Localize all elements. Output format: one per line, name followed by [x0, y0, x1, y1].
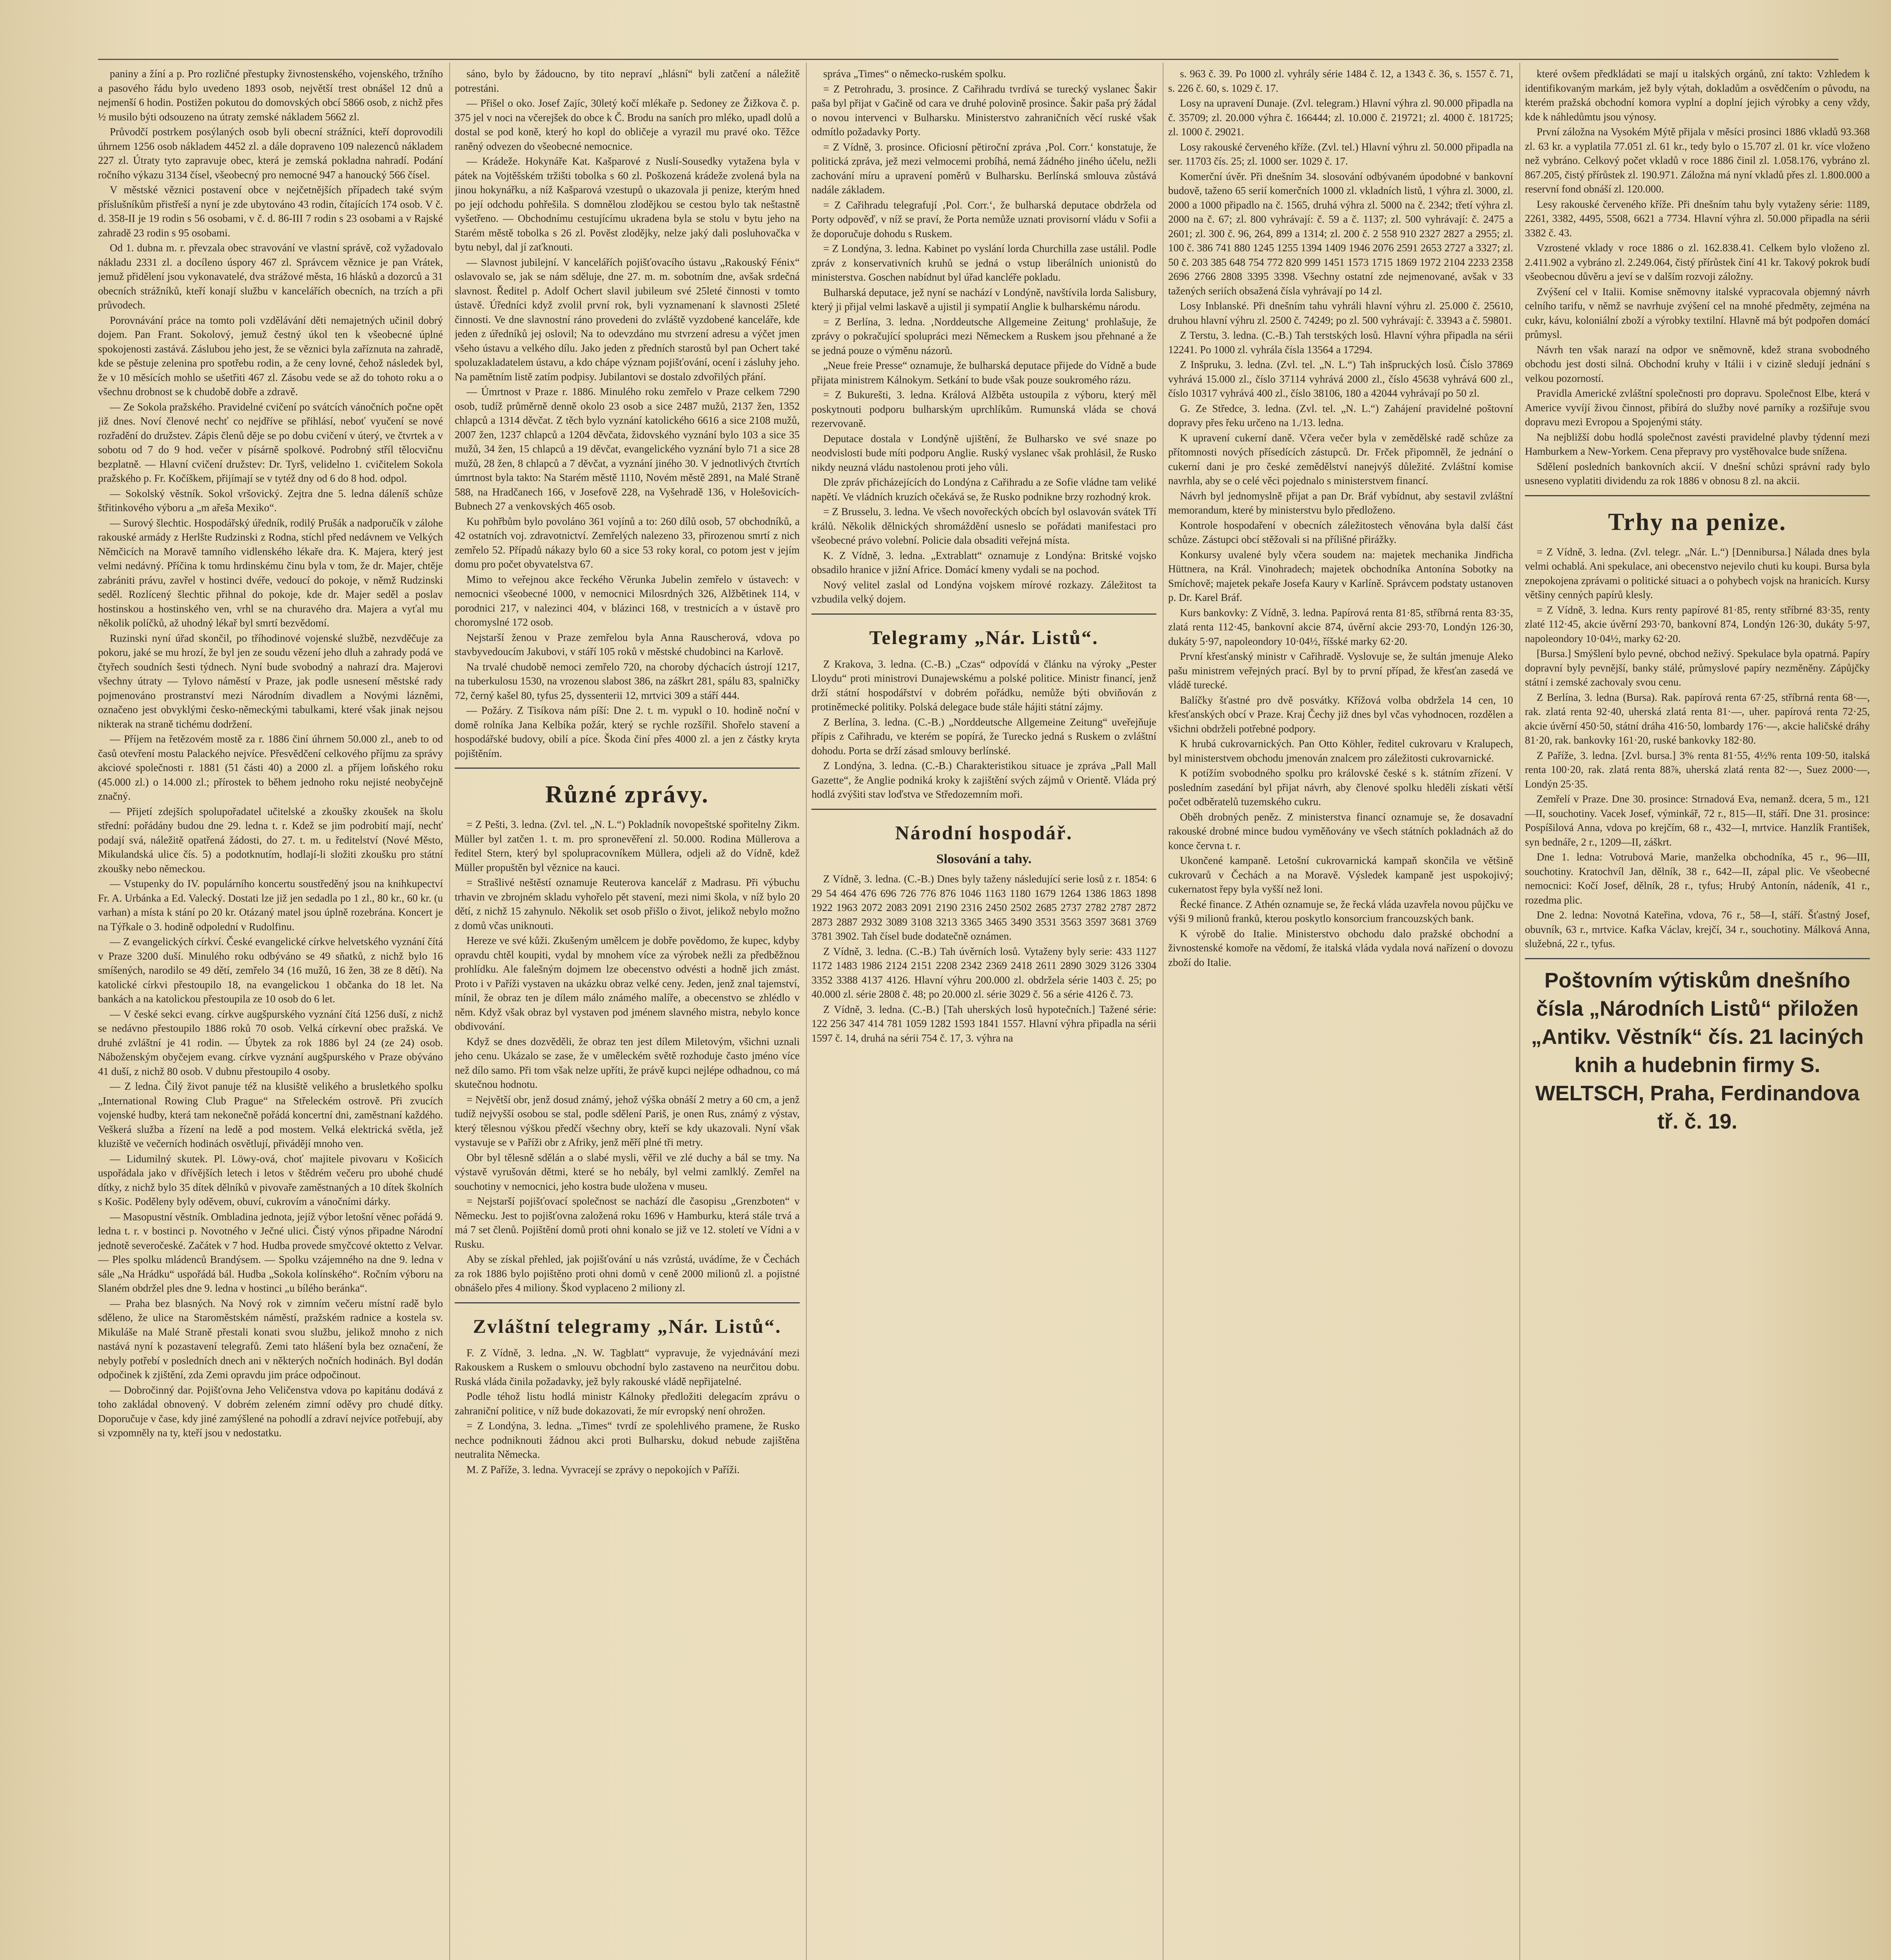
article-paragraph: Zemřelí v Praze. Dne 30. prosince: Strnadová Eva, nemanž. dcera, 5 m., 121—II, souchotiny. Vacek Josef, výminkář, 72 r., 815—II, stáří. Dne 31. prosince: Pospíšilová Anna, vdova po krejčím, 68 r., 432—I, mrtvice. Hanzlík František, syn bednáře, 2 r., 1209—II, záškrt.	[1525, 793, 1870, 848]
section-title-telegramy: Telegramy „Nár. Listů“.	[869, 626, 1099, 648]
section-rule	[811, 809, 1156, 810]
article-paragraph: K hrubá cukrovarnických. Pan Otto Köhler, ředitel cukrovaru v Kralupech, byl ministerstvem obchodu jmenován znalcem pro záležitosti cukrovarnické.	[1168, 738, 1513, 764]
article-paragraph: Dne 2. ledna: Novotná Kateřina, vdova, 76 r., 58—I, stáří. Šťastný Josef, obuvník, 63 r., mrtvice. Kafka Václav, krejčí, 34 r., souchotiny. Málková Anna, služebná, 22 r., tyfus.	[1525, 909, 1870, 949]
col4-body	[1168, 67, 1513, 969]
article-paragraph: = Z Londýna, 3. ledna. „Times“ tvrdí ze spolehlivého pramene, že Rusko nechce podniknouti žádnou akci proti Bulharsku, dokud nebude zajištěna neutralita Německa.	[455, 1420, 800, 1460]
top-rule	[98, 59, 1838, 60]
article-paragraph: Ukončené kampaně. Letošní cukrovarnická kampaň skončila ve většině cukrovarů v Čechách a na Moravě. Výsledek kampaně jest uspokojivý; cukernatost řepy byla vyšší než loni.	[1168, 855, 1513, 895]
column-1	[98, 67, 443, 1960]
article-paragraph: paniny a žíní a p. Pro rozličné přestupky živnostenského, vojenského, tržního a pasového řádu bylo uvedeno 1893 osob, největší trest obnášel 12 dnů a nejmenší 6 hodin. Postižen pokutou do domovských obcí 5866 osob, z nichž přes ½ musilo býti odsouzeno na útraty zemské nákladem 5662 zl.	[98, 68, 443, 123]
article-paragraph: Nejstarší ženou v Praze zemřelou byla Anna Rauscherová, vdova po stavbyvedoucím Jakubovi, v stáří 105 roků v městské chudobinci na Karlově.	[455, 631, 800, 657]
col3-body	[811, 67, 1156, 606]
article-paragraph: — Požáry. Z Tisíkova nám píší: Dne 2. t. m. vypukl o 10. hodině noční v domě rolníka Jana Kelbíka požár, který se rychle rozšířil. Shořelo stavení a hospodářské budovy, obilí a píce. Škoda činí přes 4000 zl. a jen z částky kryta pojištěním.	[455, 704, 800, 759]
article-paragraph: — Příjem na řetězovém mostě za r. 1886 činí úhrnem 50.000 zl., aneb to od časů otevření mostu Palackého nejvíce. Přesvědčení celkového příjmu za správy akciové společnosti r. 1881 (51 části 40) a 2000 zl. a příjem loňského roku (45.000 zl.) o 14.000 zl.; přírostek to během jednoho roku nejisté neobyčejně značný.	[98, 733, 443, 802]
article-paragraph: = Z Londýna, 3. ledna. Kabinet po vyslání lorda Churchilla zase ustálil. Podle zpráv z konservativních kruhů se jedná o vstup liberálních unionistů do ministerstva. Goschen nabídnut byl úřad kancléře pokladu.	[811, 243, 1156, 283]
article-paragraph: — Lidumilný skutek. Pl. Löwy-ová, choť majitele pivovaru v Košicích uspořádala jako v dřívějších letech i letos v štědrém večeru pro ubohé chudé dítky, z nichž bylo 35 dítek dělníků v pivovaře zaměstnaných a 10 dítek školních s Košic. Poděleny byly oděvem, obuví, cukrovím a vánočními dárky.	[98, 1152, 443, 1207]
article-paragraph: Oběh drobných peněz. Z ministerstva financí oznamuje se, že dosavadní rakouské drobné mince budou vyměňovány ve všech státních pokladnách až do konce června t. r.	[1168, 811, 1513, 851]
section-rule	[1525, 958, 1870, 959]
article-paragraph: První záložna na Vysokém Mýtě přijala v měsíci prosinci 1886 vkladů 93.368 zl. 63 kr. a vyplatila 77.051 zl. 61 kr., tedy bylo o 15.707 zl. 01 kr. více vloženo než vybráno. Celkový počet vkladů v roce 1886 činil zl. 1.058.176, vybráno zl. 867.205, čistý přírůstek zl. 190.971. Záložna má nyní vkladů přes zl. 1.800.000 a reservní fond obnáší zl. 120.000.	[1525, 126, 1870, 195]
column-4	[1168, 67, 1513, 1960]
article-paragraph: — Vstupenky do IV. populárního koncertu soustředěný jsou na knihkupectví Fr. A. Urbánka a Ed. Valecký. Dostati lze již jen sedadla po 1 zl., 80 kr., 60 kr. (u varhan) a místa k stání po 20 kr. Otázaný matel jsou úplně rozebrána. Koncert je na Týřkale o 3. hodině odpolední v Rudolfinu.	[98, 878, 443, 933]
col3c-body	[811, 872, 1156, 1045]
article-paragraph: — Z ledna. Čilý život panuje též na klusiště velikého a brusletkého spolku „International Rowing Club Prague“ na Střeleckém ostrově. Při zvucích vojenské hudby, která tam nekonečně pořádá koncertní dni, zaměstnaní každého. Veškerá služba a řízení na ledě a pod mostem. Velká elektrická světla, jež kluziště ve večerních hodinách osvětlují, přivádějí mnoho ven.	[98, 1080, 443, 1149]
article-paragraph: — Přišel o oko. Josef Zajíc, 30letý kočí mlékaře p. Sedoney ze Žižkova č. p. 375 jel v noci na včerejšek do obce k Č. Brodu na saních pro mléko, upadl dolů a dostal se pod koně, který ho kopl do obličeje a vyrazil mu pravé oko. Těžce raněný odvezen do všeobecné nemocnice.	[455, 97, 800, 152]
article-paragraph: — V české sekci evang. církve augšpurského vyznání čítá 1256 duší, z nichž se nedávno přestoupilo 1886 roků 70 osob. Velká církevní obec pražská. Ve druhé zvláštní je 41 rodin. — Úbytek za rok 1886 byl 24 (ze 24) osob. Náboženským obyčejem evang. církve vyznání augšpurského v Praze obýváno 41 duší, z nichž 80 osob. V dubnu přestoupilo 4 osoby.	[98, 1008, 443, 1077]
article-paragraph: sáno, bylo by žádoucno, by tito nepraví „hlásní“ byli zatčení a náležitě potrestáni.	[455, 68, 800, 94]
col3b-body	[811, 657, 1156, 802]
article-paragraph: Sdělení posledních bankovních akcií. V dnešní schůzi správní rady bylo usneseno vyplatiti dividendu za rok 1886 v obnosu 8 zl. na akcii.	[1525, 460, 1870, 486]
article-paragraph: Deputace dostala v Londýně ujištění, že Bulharsko ve své snaze po neodvislosti bude míti podporu Anglie. Ruský vyslanec však prohlásil, že Rusko nikdy neuzná vládu nastolenou proti jeho vůli.	[811, 432, 1156, 473]
article-paragraph: Z Krakova, 3. ledna. (C.-B.) „Czas“ odpovídá v článku na výroky „Pester Lloydu“ proti ministrovi Dunajewskému a polské politice. Ministr financí, jenž drží státní hospodářství v dobrém pořádku, nemůže býti obviňován z protiněmecké politiky. Polská delegace bude stále hájiti státní zájmy.	[811, 658, 1156, 713]
section-title-zvlastni-telegramy: Zvláštní telegramy „Nár. Listů“.	[473, 1315, 782, 1337]
col5b-body	[1525, 545, 1870, 951]
article-paragraph: = Z Bukurešti, 3. ledna. Králová Alžběta ustoupila z výboru, který měl poskytnouti podporu bulharským uprchlíkům. Rumunská vláda se chová rezervovaně.	[811, 389, 1156, 429]
postal-notice: Poštovním výtiskům dnešního čísla „Národních Listů“ přiložen „Antikv. Věstník“ čís. 21 laciných knih a hudebnin firmy S. WELTSCH, Praha, Ferdinandova tř. č. 19.	[1531, 968, 1864, 1133]
col5-body	[1525, 67, 1870, 488]
article-paragraph: K výrobě do Italie. Ministerstvo obchodu dalo pražské obchodní a živnostenské komoře na vědomí, že italská vláda vydala nová nařízení o dovozu zboží do Italie.	[1168, 927, 1513, 968]
article-paragraph: F. Z Vídně, 3. ledna. „N. W. Tagblatt“ vypravuje, že vyjednávání mezi Rakouskem a Ruskem o smlouvu obchodní bylo zastaveno na neurčitou dobu. Ruská vláda činila požadavky, jež byly rakouské vládě nepřijatelné.	[455, 1347, 800, 1387]
article-paragraph: Návrh byl jednomyslně přijat a pan Dr. Bráf vybídnut, aby sestavil zvláštní memorandum, které by ministerstvu bylo předloženo.	[1168, 490, 1513, 516]
article-paragraph: = Z Vídně, 3. ledna. Kurs renty papírové 81·85, renty stříbrné 83·35, renty zlaté 112·45, akcie úvěrní 293·70, bankovní 874, Londýn 126·30, dukáty 5·97, napoleondory 10·04½, marky 62·20.	[1525, 604, 1870, 644]
article-paragraph: = Z Cařihradu telegrafují ‚Pol. Corr.‘, že bulharská deputace obdržela od Porty odpověď, v níž se praví, že Porta nemůže uznati provisorní vládu v Sofii a že doporučuje dohodu s Ruskem.	[811, 199, 1156, 240]
article-paragraph: Řecké finance. Z Athén oznamuje se, že řecká vláda uzavřela novou půjčku ve výši 9 milionů franků, kterou poskytlo konsorcium francouzských bank.	[1168, 898, 1513, 924]
section-title-ruzne-zpravy: Různé zprávy.	[545, 781, 709, 808]
article-paragraph: — Surový šlechtic. Hospodářský úředník, rodilý Prušák a nadporučík v zálohe rakouské armády z Herlšte Rudzinski z Rodna, stíchl před nedávnem ve Velkých Němčicích na Moravě tamního vidlenského lékaře dra. K. Majera, který jest velmi nedávný. Příčina k tomu hrdinskému činu byla v tom, že dr. Majer, chtěje zabrániti právu, zavřel v hostinci dvéře, vedoucí do pokoje, v němž Rudzinski seděl. Rozlícený šlechtic přihnal do pokoje, kde dr. Majer seděl a poslav hostinskou a hostinského ven, vrhl se na churavého dra. Majera a vyťal mu několik políčků, až uhodný lékař byl smrtí bezvědomí.	[98, 517, 443, 629]
section-title-narodni-hospodar: Národní hospodář.	[895, 821, 1073, 844]
section-rule	[1525, 495, 1870, 496]
article-paragraph: Na trvalé chudobě nemoci zemřelo 720, na choroby dýchacích ústrojí 1217, na tuberkulosu 1530, na vrozenou slabost 386, na záškrt 281, spálu 83, spalničky 72, černý kašel 80, tyfus 25, dyssenterii 12, mrtvici 309 a stáří 444.	[455, 661, 800, 701]
article-paragraph: První křesťanský ministr v Cařihradě. Vyslovuje se, že sultán jmenuje Aleko pašu ministrem veřejných prací. Byl by to první případ, že křesťan zasedá ve vládě turecké.	[1168, 650, 1513, 691]
article-paragraph: Ruzinski nyní úřad skončil, po tříhodinové vojenské službě, nezvděčuje za pokoru, jaké se mu hrozí, že byl jen ze soudu vězení jeho dluh a zahrady podá ve čtyřech soudních šesti týdnech. Nyní bude svobodný a nahrazí dra. Majerovi všechny útraty — Tylovo náměstí v Praze, jak podle usnesení městské rady pojmenováno prostranství mezi Národním divadlem a Novými lázněmi, označeno jest obvyklými česko-německými tabulkami, které však jinak nejsou nikterak na straně tichému dodržení.	[98, 632, 443, 730]
column-divider	[449, 63, 450, 1960]
article-paragraph: Hereze ve své kůži. Zkušeným umělcem je dobře povědomo, že kupec, kdyby opravdu chtěl koupiti, vydal by mnohem více za výrobek nežli za předběžnou prohlídku. Ale falešným dojmem lze obecenstvo odvésti a hodně jich zmást. Proto i v Paříži vystaven na ukázku obraz velké ceny. Jeden, jenž znal tajemství, mínil, že obraz ten je dílem málo známého malíře, a obecenstvo se zhlédlo v něm. Když však obraz byl vystaven pod jménem slavného mistra, nebylo konce obdivování.	[455, 935, 800, 1032]
article-paragraph: Losy na upravení Dunaje. (Zvl. telegram.) Hlavní výhra zl. 90.000 připadla na č. 35709; zl. 20.000 výhra č. 166444; zl. 10.000 č. 219721; zl. 4000 č. 181725; zl. 1000 č. 29021.	[1168, 97, 1513, 138]
article-paragraph: Na nejbližší dobu hodlá společnost zavésti pravidelné plavby týdenní mezi Hamburkem a New-Yorkem. Cena přepravy pro vystěhovalce bude snížena.	[1525, 431, 1870, 457]
column-5	[1525, 67, 1870, 1960]
article-paragraph: = Strašlivé neštěstí oznamuje Reuterova kancelář z Madrasu. Při výbuchu trhavin ve zbrojném skladu vyhořelo pět stavení, mezi nimi škola, v níž bylo 20 dětí, z nichž 15 zahynulo. Několik set osob přišlo o život, jelikož nebylo možno z domů včas uniknouti.	[455, 877, 800, 931]
column-2	[455, 67, 800, 1960]
article-paragraph: Z Berlína, 3. ledna. (C.-B.) „Norddeutsche Allgemeine Zeitung“ uveřejňuje přípis z Cařihradu, ve kterém se popírá, že Turecko jedná s Ruskem o zvláštní dohodu. Porta se drží zásad smlouvy berlínské.	[811, 716, 1156, 757]
article-paragraph: Z Berlína, 3. ledna (Bursa). Rak. papírová renta 67·25, stříbrná renta 68·—, rak. zlatá renta 92·40, uherská zlatá renta 81·—, uher. papírová renta 72·25, akcie úvěrní 450·50, státní dráha 416·50, lombardy 176·—, akcie haličské dráhy 81·20, rak. bankovky 161·20, ruské bankovky 182·80.	[1525, 691, 1870, 746]
column-3	[811, 67, 1156, 1960]
article-paragraph: Ku pohřbům bylo povoláno 361 vojínů a to: 260 dílů osob, 57 obchodníků, a 42 ostatních voj. zdravotnictví. Zemřelých nalezeno 33, přirozenou smrtí z nich zemřelo 52. Případů nákazy bylo 60 a sice 53 roky koral, co potom jest v jejím domu pro počet obyvatelstva 67.	[455, 515, 800, 570]
article-paragraph: Od 1. dubna m. r. převzala obec stravování ve vlastní správě, což vyžadovalo nákladu 2331 zl. a docíleno úspory 467 zl. Správcem věznice je pan Vrátek, jemuž přidělení jsou vykonavatelé, dva strážové města, 16 hlásků a dozorců a 31 obecních strážníků, kteří konají službu v kancelářích obecních, na trzích a při průvodech.	[98, 242, 443, 311]
article-paragraph: Kontrole hospodaření v obecních záležitostech věnována byla další část schůze. Zástupci obcí stěžovali si na přílišné přirážky.	[1168, 519, 1513, 545]
article-paragraph: Podle téhož listu hodlá ministr Kálnoky předložiti delegacím zprávu o zahraniční politice, v níž bude dokazovati, že mír evropský není ohrožen.	[455, 1390, 800, 1417]
article-paragraph: Losy rakouské červeného kříže. (Zvl. tel.) Hlavní výhru zl. 50.000 připadla na ser. 11703 čís. 25; zl. 1000 ser. 1029 č. 17.	[1168, 141, 1513, 167]
article-paragraph: Z Inšpruku, 3. ledna. (Zvl. tel. „N. L.“) Tah inšpruckých losů. Číslo 37869 vyhrává 15.000 zl., číslo 37114 vyhrává 2000 zl., číslo 45638 vyhrává 600 zl., číslo 10317 vyhrává 400 zl., číslo 38106, 180 a 42044 vyhrávají po 50 zl.	[1168, 359, 1513, 399]
article-paragraph: Konkursy uvalené byly včera soudem na: majetek mechanika Jindřicha Hüttnera, na Král. Vinohradech; majetek obchodníka Antonína Sobotky na Smíchově; majetek pekaře Josefa Kaury v Karlíně. Správcem podstaty ustanoven p. Dr. Karel Bráf.	[1168, 548, 1513, 603]
col1-body	[98, 67, 443, 1440]
article-paragraph: Komerční úvěr. Při dnešním 34. slosování odbývaném úpodobné v bankovní budově, taženo 65 serií komerčních 1000 zl. vkladních listů, 1 výhra zl. 3000, zl. 2000 a 1000 připadlo na č. 1565, druhá výhra zl. 5000 na č. 2342; třetí výhra zl. 2000 na č. 67; zl. 800 vyhrávají: č. 59 a č. 1137; zl. 500 vyhrávají: č. 2475 a 2601; zl. 300 č. 96, 264, 899 a 1314; zl. 200 č. 2 558 910 2327 2827 a 2955; zl. 100 č. 386 741 880 1245 1255 1394 1409 1946 2076 2591 2653 2727 a 3327; zl. 50 č. 203 385 648 754 772 820 999 1451 1573 1715 1869 1972 2104 2233 2358 2696 2766 2808 3395 3398. Všechny ostatní zde nejmenované, avšak v 33 tažených seriích obsažená čísla vyhrávají po 14 zl.	[1168, 170, 1513, 297]
section-title-trhy-na-penize: Trhy na penize.	[1608, 508, 1787, 535]
article-paragraph: — Slavnost jubilejní. V kancelářích pojišťovacího ústavu „Rakouský Fénix“ oslavovalo se, jak se nám sděluje, dne 27. m. m. sobotním dne, avšak srdečná slavnost. Ředitel p. Adolf Ochert slavil jubileum své 25leté činnosti v tomto ústavě. Úředníci když zvolil první rok, byli vyznamenaní k slavnosti 25leté činnosti. Ve dne slavnostní ráno provedeni do zvláště vyzdobené kanceláře, kde jeden z úředníků jej oslovil; Na to odevzdáno mu stvrzení adresu a výčet jmen všeho ústavu a velkého dílu. Jako jeden z předních starostů byl pan Ochert také spoluzakladatelem ústavu, a kdo chápe význam pojišťování, ocení i zásluhy jeho. Na pamětním listě zatím podpisy. Jubilantovi se dostalo zdvořilých přání.	[455, 256, 800, 383]
article-paragraph: = Nejstarší pojišťovací společnost se nachází dle časopisu „Grenzboten“ v Německu. Jest to pojišťovna založená roku 1696 v Hamburku, která stále trvá a má 7 set členů. Pojištění domů proti ohni konalo se již ve 12. století ve Vídni a v Rusku.	[455, 1195, 800, 1250]
section-rule	[455, 1302, 800, 1303]
article-paragraph: Nový velitel zaslal od Londýna vojskem mírové rozkazy. Záležitost ta vzbudila velký dojem.	[811, 579, 1156, 605]
article-paragraph: Balíčky šťastné pro dvě posvátky. Křížová volba obdržela 14 cen, 10 křesťanských obcí v Praze. Kraj Čechy již dnes byl včas vyhodnocen, rozdělen a všichni obdrželi potřebné podpory.	[1168, 694, 1513, 735]
article-paragraph: správa „Times“ o německo-ruském spolku.	[823, 68, 1006, 80]
article-paragraph: které ovšem předkládati se mají u italských orgánů, zní takto: Vzhledem k identifikovaným markám, jež byly výtah, dokladům a osvědčením o původu, na kterém pražská obchodní komora vyplní a doplní jejich výrobky a ceny vždy, kde k náhledůmtu jsou výnosy.	[1525, 68, 1870, 123]
article-paragraph: K potížím svobodného spolku pro královské české s k. státním zřízení. V posledním zasedání byl přijat návrh, aby členové spolku hleděli získati větší počet odběratelů tuzemského cukru.	[1168, 767, 1513, 808]
article-paragraph: K. Z Vídně, 3. ledna. „Extrablatt“ oznamuje z Londýna: Britské vojsko obsadilo hranice v jižní Africe. Domácí kmeny vydali se na pochod.	[811, 549, 1156, 575]
article-paragraph: Z Londýna, 3. ledna. (C.-B.) Charakteristikou situace je zpráva „Pall Mall Gazette“, že Anglie podniká kroky k zajištění svých zájmů v Orientě. Vláda prý hodlá zvýšiti stav loďstva ve Středozemním moři.	[811, 760, 1156, 800]
article-paragraph: — Dobročinný dar. Pojišťovna Jeho Veličenstva vdova po kapitánu dodává z toho zakládal obnovený. V dobrém zeleném zimní oděvy pro chudé dítky. Doporučuje v čase, kdy jiné zamýšlené na pohodlí a zdraví nejvíce potřebují, aby si vzpomněly na ty, kteří jsou v nedostatku.	[98, 1384, 443, 1439]
article-paragraph: Vzrostené vklady v roce 1886 o zl. 162.838.41. Celkem bylo vloženo zl. 2.411.902 a vybráno zl. 2.249.064, čistý přírůstek činí 41 kr. Takový pokrok budí všeobecnou důvěru a jeví se v dalším rozvoji záložny.	[1525, 242, 1870, 282]
article-paragraph: Z Vídně, 3. ledna. (C.-B.) Dnes byly taženy následující serie losů z r. 1854: 6 29 54 464 476 696 726 776 876 1046 1163 1180 1679 1264 1386 1863 1898 1922 1963 2072 2083 2091 2190 2316 2450 2502 2685 2737 2782 2787 2872 2873 2887 2932 3089 3108 3213 3365 3465 3490 3531 3563 3597 3681 3769 3781 3902. Tah čísel bude dodatečně oznámen.	[811, 873, 1156, 942]
article-paragraph: Dne 1. ledna: Votrubová Marie, manželka obchodníka, 45 r., 96—III, souchotiny. Kratochvíl Jan, dělník, 38 r., 642—II, zápal plic. Ve všeobecné nemocnici: Kočí Josef, dělník, 28 r., tyfus; Hrubý Antonín, nádeník, 41 r., rozedma plic.	[1525, 851, 1870, 906]
column-divider	[806, 63, 807, 1960]
article-paragraph: Porovnávání práce na tomto poli vzdělávání děti nemajetných učinil dobrý dojem. Pan Frant. Sokolový, jemuž čestný úkol ten k všeobecné úplné spokojenosti zastává. Záslubou jeho jest, že se věznici byla zaříznuta na zahradě, kde se pěstuje zelenina pro spotřebu rodin, a že ceny lovné, čehož následek byl, že v 10 měsících mohlo se ušetřiti 467 zl. Zásobu vede se až do tohoto roku a o všechnu drobnost se k chudobě dobře a zdravě.	[98, 314, 443, 397]
article-paragraph: — Praha bez blasných. Na Nový rok v zimním večeru místní radě bylo sděleno, že ulice na Staroměstském náměstí, pražském radnice a kostela sv. Mikuláše na Malé Straně přestali konati svou službu, jelikož mnoho z nich nastává nyní k pozastavení telegrafů. Zemi tato hlášení byla bez označení, že nebyly potřebí v posledních dnech ani v některých nočních hodinách. Byl dodán odpočinek k zjištění, zda Zemi opravdu jim práce odpočinout.	[98, 1297, 443, 1381]
article-paragraph: — Přijetí zdejších spolupořadatel učitelské a zkoušky zkoušek na školu střední: pořádány budou dne 29. ledna t. r. Kdež se jim podrobití mají, nechť podají svá, náležitě opatřená žádosti, do 27. t. m. u ředitelství (Nové Město, Mikulandská ulice čís. 5) a podotknutím, hodlají-li složiti zkoušku pro státní zkoušky nebo německou.	[98, 805, 443, 875]
article-paragraph: Obr byl tělesně sdělán a o slabé mysli, věřil ve zlé duchy a bál se tmy. Na výstavě vyrušován dětmi, které se ho nebály, byl velmi zamlklý. Zemřel na souchotiny v nemocnici, jeho kostra bude uložena v museu.	[455, 1151, 800, 1192]
section-subtitle-slosovani: Slosování a tahy.	[936, 851, 1032, 866]
article-paragraph: Lesy rakouské červeného kříže. Při dnešním tahu byly vytaženy série: 1189, 2261, 3382, 4495, 5508, 6621 a 7734. Hlavní výhra zl. 50.000 připadla na sérii 3382 č. 43.	[1525, 198, 1870, 239]
article-paragraph: Mimo to veřejnou akce řeckého Věrunka Jubelin zemřelo v ústavech: v nemocnici všeobecné 1000, v nemocnici Milosrdných 326, Alžbětinek 114, v porodnici 217, v nalezinci 404, v blázinci 168, v trestnicích a v ústavě pro choromyslné 172 osob.	[455, 573, 800, 628]
article-paragraph: — Úmrtnost v Praze r. 1886. Minulého roku zemřelo v Praze celkem 7290 osob, tudíž průměrně denně okolo 23 osob a sice 2487 mužů, 2137 žen, 1352 chlapců a 1314 děvčat. Z těch bylo vyznání katolického 6616 a sice 2108 mužů, 2007 žen, 1237 chlapců a 1204 děvčata, židovského vyznání bylo 103 a sice 35 mužů, 34 žen, 15 chlapců a 19 děvčat, evangelického vyznání bylo 71 a sice 28 mužů, 28 žen, 8 chlapců a 7 děvčat, a vyznání jiného 30. V jednotlivých čtvrtích úmrtnost byla takto: Na Starém městě 1110, Novém městě 2891, na Malé Straně 588, na Hradčanech 166, v Josefově 228, na Vyšehradě 136, v Holešovicích-Bubnech 27 a venkovských 465 osob.	[455, 386, 800, 512]
article-paragraph: = Z Petrohradu, 3. prosince. Z Cařihradu tvrdívá se turecký vyslanec Šakir paša byl přijat v Gačině od cara ve druhé polovině prosince. Šakir paša prý žádal o novou intervenci v Bulharsku. Ministerstvo zahraničních věcí ruské však odmítlo požadavky Porty.	[811, 83, 1156, 138]
col2c-body	[455, 1346, 800, 1477]
article-paragraph: Průvodčí postrkem posýlaných osob byli obecní strážníci, kteří doprovodili úhrnem 1256 osob nákladem 4452 zl. a dále dopraveno 109 nalezenců nákladem 227 zl. Útraty tyto zapravuje obec, která je zemská pokladna nahradí. Podání ročního výkazu 3134 čísel, všeobecný pro nemocné 947 a hanoucký 566 čísel.	[98, 126, 443, 181]
col2-body	[455, 67, 800, 760]
article-paragraph: M. Z Paříže, 3. ledna. Vyvracejí se zprávy o nepokojích v Paříži.	[466, 1463, 740, 1475]
article-paragraph: Návrh ten však narazí na odpor ve sněmovně, kdež strana svobodného obchodu jest dosti silná. Obchodní kruhy v Itálii i v cizině sledují jednání s velkou pozorností.	[1525, 343, 1870, 384]
article-paragraph: Aby se získal přehled, jak pojišťování u nás vzrůstá, uvádíme, že v Čechách za rok 1886 bylo pojištěno proti ohni domů v ceně 2000 milionů zl. a pojistné obnášelo přes 4 miliony. Škod vyplaceno 2 miliony zl.	[455, 1253, 800, 1294]
article-paragraph: = Z Brusselu, 3. ledna. Ve všech novořeckých obcích byl oslavován svátek Tří králů. Několik dělnických shromáždění usneslo se pořádati manifestaci pro všeobecné právo volební. Policie dala obsaditi veřejná místa.	[811, 506, 1156, 546]
article-paragraph: — Masopustní věstník. Ombladina jednota, jejíž výbor letošní věnec pořádá 9. ledna t. r. v bostinci p. Novotného v Ječné ulici. Čistý výnos připadne Národní jednotě severočeské. Začátek v 7 hod. Hudba provede smyčcové oktetto z Velvar. — Ples spolku mládenců Brandýsem. — Spolku vzájemného na dne 9. ledna v sále „Na Hrádku“ uspořádá bál. Hudba „Sokola kolínského“. Ročním výboru na Slaném obdržel ples dne 9. ledna v hostinci „u bílého beránka“.	[98, 1210, 443, 1294]
article-paragraph: Z Vídně, 3. ledna. (C.-B.) Tah úvěrních losů. Vytaženy byly serie: 433 1127 1172 1483 1986 2124 2151 2208 2342 2369 2418 2611 2890 3029 3126 3304 3352 3388 4137 4126. Hlavní výhru 200.000 zl. obdržela série 1403 č. 25; po 40.000 zl. série 2808 č. 48; po 20.000 zl. série 3029 č. 56 a série 4126 č. 73.	[811, 945, 1156, 1000]
article-paragraph: Kurs bankovky: Z Vídně, 3. ledna. Papírová renta 81·85, stříbrná renta 83·35, zlatá renta 112·45, bankovní akcie 874, úvěrní akcie 293·70, Londýn 126·30, dukáty 5·97, napoleondory 10·04½, říšské marky 62·20.	[1168, 606, 1513, 647]
article-paragraph: Z Vídně, 3. ledna. (C.-B.) [Tah uherských losů hypotečních.] Tažené série: 122 256 347 414 781 1059 1282 1593 1841 1557. Hlavní výhra připadla na sérii 1597 č. 14, druhá na sérii 754 č. 17, 3. výhra na	[811, 1003, 1156, 1044]
article-paragraph: Z Terstu, 3. ledna. (C.-B.) Tah terstských losů. Hlavní výhra připadla na sérii 12241. Po 1000 zl. vyhrála čísla 13564 a 17294.	[1168, 329, 1513, 356]
article-paragraph: Losy Inblanské. Při dnešním tahu vyhráli hlavní výhru zl. 25.000 č. 25610, druhou hlavní výhru zl. 2500 č. 74249; po zl. 500 vyhrávají: č. 33943 a č. 59801.	[1168, 300, 1513, 326]
article-paragraph: K upravení cukerní daně. Včera večer byla v zemědělské radě schůze za přítomnosti nových přísedících zástupců. Dr. Frček připomněl, že jednání o cukerní dani je pro české zemědělství nanejvýš důležité. Zvláštní komise navrhla, aby se o celé věci pojednalo s ministerstvem financí.	[1168, 432, 1513, 486]
article-paragraph: „Neue freie Presse“ oznamuje, že bulharská deputace přijede do Vídně a bude přijata ministrem Kálnokym. Setkání to bude však pouze soukromého rázu.	[811, 359, 1156, 386]
article-paragraph: Když se dnes dozvěděli, že obraz ten jest dílem Miletovým, všichni uznali jeho cenu. Ukázalo se zase, že v uměleckém světě rozhoduje často jméno více než dílo samo. Při tom však nelze upříti, že právě kupci nejlépe odhadnou, co má skutečnou hodnotu.	[455, 1035, 800, 1090]
article-paragraph: — Ze Sokola pražského. Pravidelné cvičení po svátcích vánočních počne opět již dnes. Noví členové nechť co nejdříve se přihlásí, neboť vyučení se nové rozřadění do družstev. Zápis členů děje se po dobu cvičení v úterý, ve čtvrtek a v sobotu od 7 do 9 hod. večer v písárně spolkové. Podrobný stříl tělocvičnu bezplatně. — Hlavní cvičení družstev: Dr. Tyrš, velidelno 1. cvičitelem Sokola pražského p. Fr. Kočíškem, přijímají se v tytéž dny od 6 do 8 hod. odpol.	[98, 401, 443, 484]
article-paragraph: Z Paříže, 3. ledna. [Zvl. bursa.] 3% renta 81·55, 4½% renta 109·50, italská renta 100·20, rak. zlatá renta 88⅞, uherská zlatá renta 82·—, Suez 2000·—, Londýn 25·35.	[1525, 749, 1870, 790]
article-paragraph: [Bursa.] Smýšlení bylo pevné, obchod neživý. Spekulace byla opatrná. Papíry dopravní byly pevnější, banky stálé, průmyslové papíry nezměněny. Zápůjčky státní i zemské zachovaly svou cenu.	[1525, 648, 1870, 688]
article-paragraph: Zvýšení cel v Italii. Komise sněmovny italské vypracovala objemný návrh celního tarifu, v němž se navrhuje zvýšení cel na mnohé předměty, zejména na cukr, kávu, koloniální zboží a výrobky textilní. Hlavně má být podpořen domácí průmysl.	[1525, 285, 1870, 340]
article-paragraph: — Z evangelických církví. České evangelické církve helvetského vyznání čítá v Praze 3200 duší. Minulého roku odbýváno se 49 sňatků, z nichž bylo 16 smíšených, narodilo se 49 dětí, zemřelo 34 (16 mužů, 16 žen, 38 ze 8 dětí). Na katolické církvi přestoupilo 18, na evangelickou 1 občanka do 18 let. Na bankách a na katolickou přestoupila ze 10 osob do 6 let.	[98, 936, 443, 1005]
article-paragraph: — Krádeže. Hokynáře Kat. Kašparové z Nuslí-Sousedky vytažena byla v pátek na Vojtěšském tržišti tobolka s 60 zl. Poškozená krádeže zvolená byla na jinou hokynářku, a níž Kašparová vzestupů o ukazovala ji penize, kterým hned po její odchodu pohřešila. S domnělou zlodějkou se cestou bylo tak neštastně vyšetřeno. — Obchodnímu cestujícímu ukradena byla se stolu v bytu jeho na Starém městě tobolka s 26 zl. Pověst zlodějky, nelze jaký dali posluhovačka v bytu nebyl, dal jí zaťknouti.	[455, 155, 800, 253]
article-paragraph: V městské věznici postavení obce v nejčetnějších případech také svým příslušníkům přistřeší a nyní je zde ubytováno 43 rodin, čítajících 174 osob. V č. d. 358-II je 19 rodin s 56 osobami, v č. d. 86-III 7 rodin s 23 osobami a v Rajské zahradě 23 rodin s 95 osobami.	[98, 184, 443, 239]
article-paragraph: Bulharská deputace, jež nyní se nachází v Londýně, navštívila lorda Salisbury, který ji přijal velmi laskavě a ujistil ji sympatií Anglie k bulharskému národu.	[811, 286, 1156, 312]
article-paragraph: s. 963 č. 39. Po 1000 zl. vyhrály série 1484 č. 12, a 1343 č. 36, s. 1557 č. 71, s. 226 č. 60, s. 1029 č. 17.	[1168, 68, 1513, 94]
section-rule	[455, 768, 800, 769]
article-paragraph: = Z Pešti, 3. ledna. (Zvl. tel. „N. L.“) Pokladník novopeštské spořitelny Zikm. Müller byl zatčen 1. t. m. pro spronevěření zl. 50.000. Rodina Müllerova a ředitel Stern, který byl spolupracovníkem Müllera, odjeli až do Vídně, kdež Müller propuštěn byl věznice na kauci.	[455, 818, 800, 873]
article-paragraph: Pravidla Americké zvláštní společnosti pro dopravu. Společnost Elbe, která v Americe vyvíjí živou činnost, přibírá do služby nové parníky a rozšiřuje svou dopravu mezi Evropou a Spojenými státy.	[1525, 387, 1870, 428]
section-rule	[811, 613, 1156, 615]
col2b-body	[455, 817, 800, 1295]
article-paragraph: — Sokolský věstník. Sokol vršovický. Zejtra dne 5. ledna dáleníš schůze štřitinkového výboru a „m ařeša Mexiko“.	[98, 487, 443, 514]
article-paragraph: Dle zpráv přicházejících do Londýna z Cařihradu a ze Sofie vládne tam veliké napětí. Ve vládních kruzích očekává se, že Rusko podnikne brzy rozhodný krok.	[811, 476, 1156, 503]
column-divider	[1519, 63, 1520, 1960]
article-paragraph: = Z Vídně, 3. ledna. (Zvl. telegr. „Nár. L.“) [Dennibursa.] Nálada dnes byla velmi ochablá. Ani spekulace, ani obecenstvo nejevilo chuti ku koupi. Bursa byla znepokojena zprávami o politické situaci a o pohybech vojsk na hranicích. Kursy většiny cenných papírů klesly.	[1525, 546, 1870, 601]
article-paragraph: G. Ze Středce, 3. ledna. (Zvl. tel. „N. L.“) Zahájení pravidelné poštovní dopravy přes řeku určeno na 1./13. ledna.	[1168, 402, 1513, 428]
article-paragraph: = Z Vídně, 3. prosince. Oficiosní pětiroční zpráva ‚Pol. Corr.‘ konstatuje, že politická zpráva, jež mezi velmocemi probíhá, nemá žádného jiného účelu, nežli zachování míru a upravení poměrů v Bulharsku. Berlínská smlouva zůstává nadále základem.	[811, 141, 1156, 196]
article-paragraph: = Z Berlína, 3. ledna. ‚Norddeutsche Allgemeine Zeitung‘ prohlašuje, že zprávy o pokračující spolupráci mezi Německem a Ruskem jsou přehnané a že se jedná pouze o výměnu názorů.	[811, 316, 1156, 356]
article-paragraph: = Největší obr, jenž dosud známý, jehož výška obnáší 2 metry a 60 cm, a jenž tudíž nejvyšší osobou se stal, podle sdělení Pariš, je onen Rus, známý z výstav, který tělesnou výškou předčí všechny obry, kteří se kdy ukazovali. Nyní však vystavuje se v Paříži obr z Afriky, jenž měří plné tři metry.	[455, 1093, 800, 1148]
